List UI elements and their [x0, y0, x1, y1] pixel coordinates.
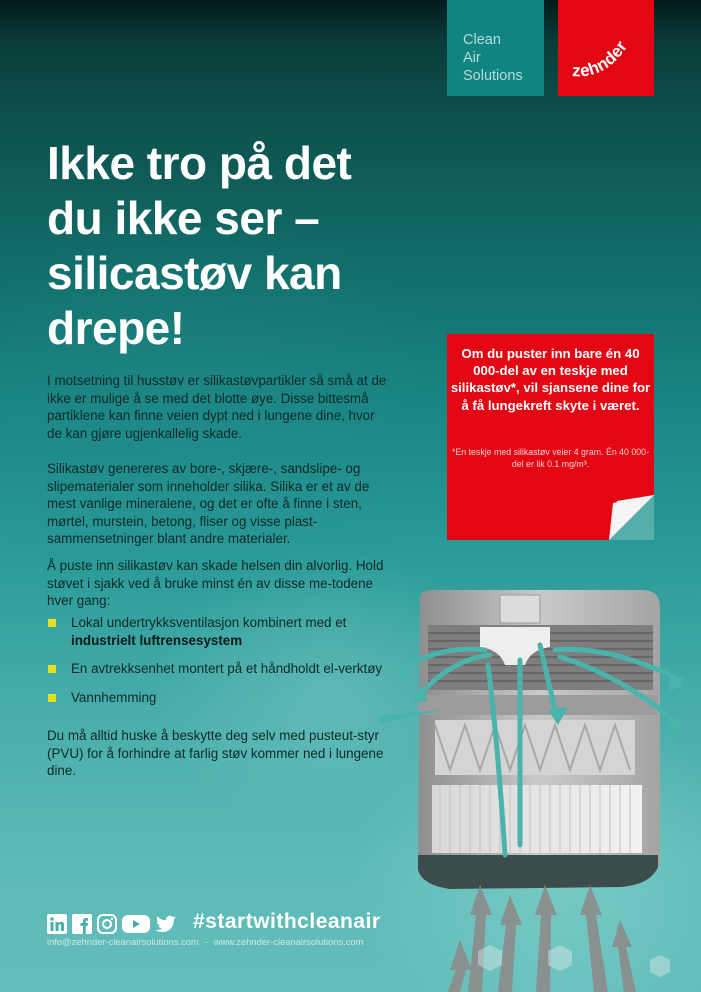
bullet-square-icon	[48, 694, 56, 702]
hashtag: #startwithcleanair	[193, 910, 381, 933]
protection-paragraph: Du må alltid huske å beskytte deg selv med pusteut-styr (PVU) for å forhindre at farlig støv kommer ned i lungene dine.	[47, 728, 384, 779]
facebook-icon[interactable]	[72, 914, 92, 934]
list-item	[47, 689, 392, 707]
callout-text: Om du puster inn bare én 40 000-del av en teskje med silikastøv*, vil sjansene dine for å få lungekreft skyte i været.	[450, 346, 651, 413]
headline-line: silicastøv kan	[47, 247, 342, 299]
intro-paragraph: I motsetning til husstøv er silikastøvpartikler så små at de ikke er mulige å se med det blotte øye. Disse bittesmå partiklene kan finne veien dypt ned i lungene dine, hvor de kan gjøre ugjenkallelig skade.	[47, 373, 387, 441]
callout-footnote: *En teskje med silikastøv veier 4 gram. Én 40 000-del er lik 0.1 mg/m³.	[451, 447, 650, 469]
list-item-text: Vannhemming	[71, 689, 157, 705]
youtube-icon[interactable]	[122, 914, 150, 934]
tagline-line-1: Clean	[463, 32, 501, 48]
methods-intro-paragraph: Å puste inn silikastøv kan skade helsen din alvorlig. Hold støvet i sjakk ved å bruke minst én av disse me-todene hver gang:	[47, 558, 384, 609]
page-curl-icon	[609, 495, 654, 540]
bullet-square-icon	[48, 619, 56, 627]
tagline-line-3: Solutions	[463, 68, 523, 84]
bullet-square-icon	[48, 665, 56, 673]
air-purifier-illustration	[380, 585, 701, 992]
instagram-icon[interactable]	[97, 914, 117, 934]
zehnder-logo-mark	[558, 0, 654, 96]
headline-line: Ikke tro på det	[47, 137, 352, 189]
svg-text:zehnder	[572, 37, 631, 80]
list-item-bold-text: industrielt luftrensesystem	[71, 632, 243, 648]
headline-line: du ikke ser –	[47, 192, 320, 244]
linkedin-icon[interactable]	[47, 914, 67, 934]
website-link[interactable]: www.zehnder-cleanairsolutions.com	[213, 936, 364, 947]
page-title	[47, 136, 427, 356]
twitter-icon[interactable]	[155, 914, 177, 934]
separator: -	[204, 936, 208, 947]
social-icons	[47, 913, 177, 935]
headline-line: drepe!	[47, 302, 185, 354]
email-link[interactable]: info@zehnder-cleanairsolutions.com	[47, 936, 199, 947]
warning-callout	[447, 334, 654, 540]
methods-list	[47, 614, 392, 717]
list-item-text: Lokal undertrykksventilasjon kombinert med et	[71, 615, 347, 630]
tagline-line-2: Air	[463, 50, 481, 66]
zehnder-logo[interactable]	[558, 0, 654, 96]
contact-line	[47, 936, 363, 947]
logo-text: zehnder	[571, 37, 632, 81]
list-item	[47, 660, 392, 678]
list-item	[47, 614, 392, 649]
sources-paragraph: Silikastøv genereres av bore-, skjære-, sandslipe- og slipematerialer som inneholder silika. Silika er et av de mest vanlige mineralene, og det er ofte å finne i sten, mørtel, murstein, betong, fliser og visse plast-sammensetninger blant andre materialer.	[47, 461, 370, 547]
clean-air-solutions-badge	[447, 0, 544, 96]
list-item-text: En avtrekksenhet montert på et håndholdt el-verktøy	[71, 661, 383, 677]
